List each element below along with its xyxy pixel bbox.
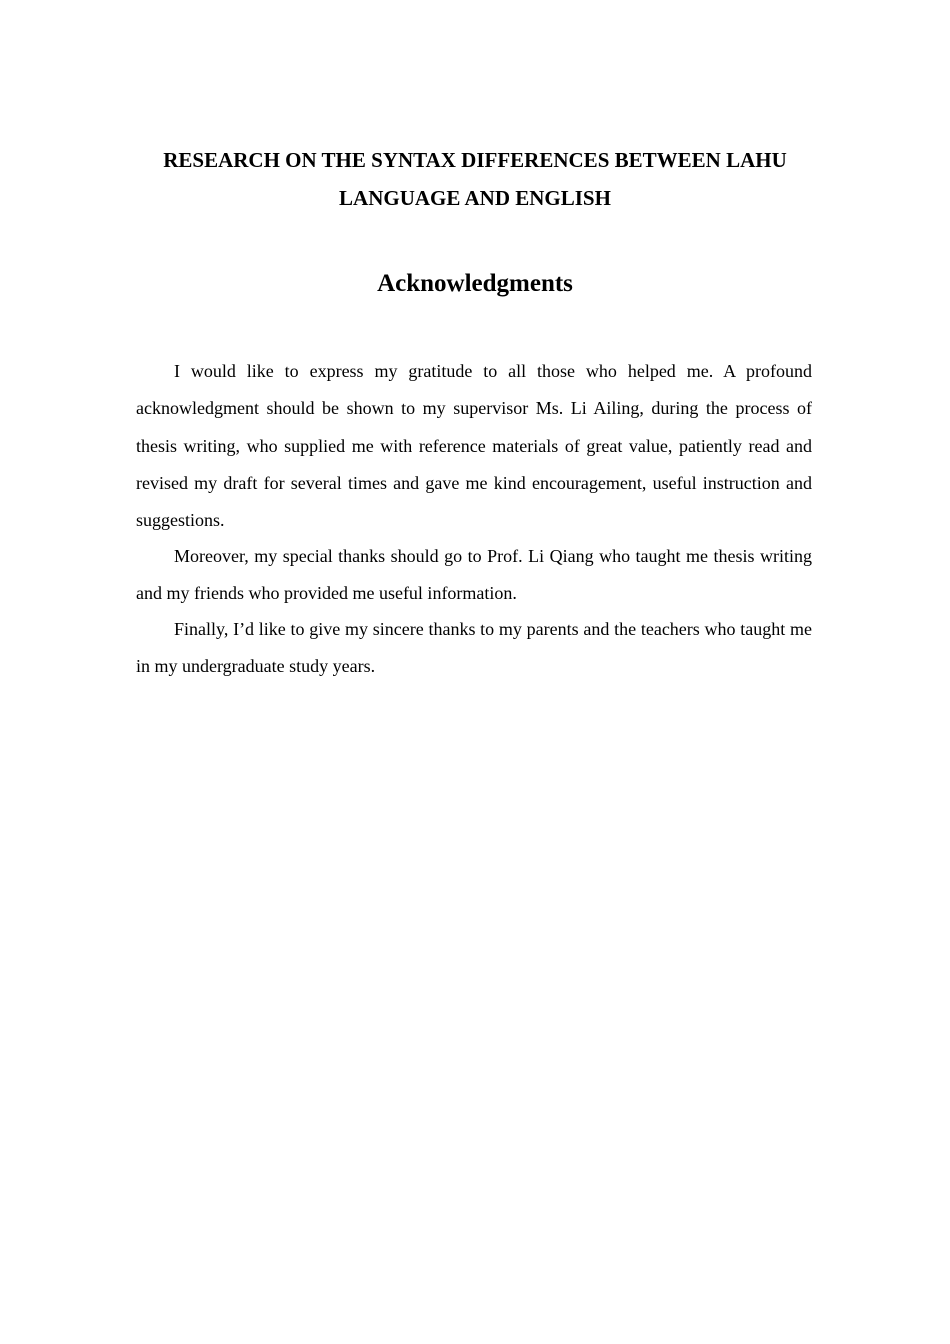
acknowledgments-body	[136, 353, 812, 686]
section-heading: Acknowledgments	[377, 270, 573, 297]
paragraph: I would like to express my gratitude to all those who helped me. A profound acknowledgment should be shown to my supervisor Ms. Li Ailing, during the process of thesis writing, who supplied me with reference materials of great value, patiently read and revised my draft for several times and gave me kind encouragement, useful instruction and suggestions.	[136, 361, 812, 531]
thesis-title: RESEARCH ON THE SYNTAX DIFFERENCES BETWEEN LAHU LANGUAGE AND ENGLISH	[163, 148, 787, 210]
paragraph: Moreover, my special thanks should go to Prof. Li Qiang who taught me thesis writing and my friends who provided me useful information.	[136, 545, 812, 604]
paragraph: Finally, I’d like to give my sincere thanks to my parents and the teachers who taught me in my undergraduate study years.	[136, 619, 812, 677]
